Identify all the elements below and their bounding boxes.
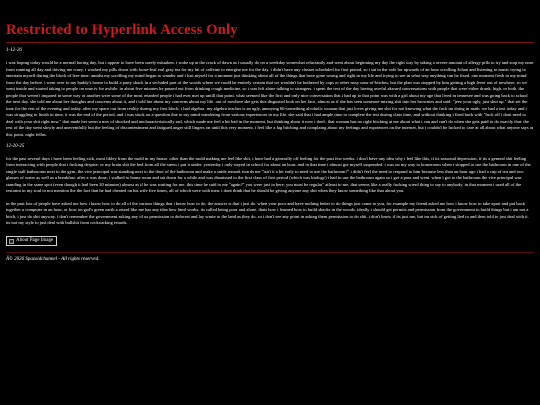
footer-divider xyxy=(6,252,534,253)
title-divider xyxy=(6,42,534,43)
about-page-image-link[interactable] xyxy=(6,236,57,246)
copyright-footer: Â© 2026 Spazoidchannel - All rights reserved. xyxy=(6,256,100,262)
page xyxy=(6,0,534,263)
entry-date: 1-12-26 xyxy=(6,48,22,53)
broken-image-icon xyxy=(9,239,14,244)
page-title: Restricted to Hyperlink Access Only xyxy=(6,22,238,38)
image-alt-text: About Page Image xyxy=(16,238,54,244)
entry-paragraph: for the past several days i have been feeling sick, most likley from the mold in my house. other than the mold making me feel like shit, i have had a generally off feeling for the past few weeks. i don't have any idea why i feel like this, if its seasonal depression, if its a general shit feeling from interacting with people that i fucking despise, or my brain shit the bed from all the stress i put it under. yesterday i only stayed in school for about an hour, and in that time i almost got myself suspended. i was on my way to homeroom when i stopped to use the bathroom in one of the single stall bathrooms next to the gym, the vice principal was standing next to the door of the bathroom and make a snide remark twards me "isn't it a bit early to need to use the bathroom?" i didn't feel the need to respond to him because less than an hour ago i had a cup of tea and two glasses of water as well as a breakfast. after a was done, i walked to home room and sat down for a while and was dismissed to the first class of first period (which was biology) i had to use the bathroom again so i got a pass and went. when i got to the bathroom the vice principal was standing in the same spot (even though it had been 20 minutes) almost as if he was waiting for me. this time he said to me "again?" you were just in here, you must be regular" atleast to me, that seems like a really fucking wierd thing to say to anybody. in that moment i used all of the restraint in my soul to not mention the the fact that he had cheated on his wife five times, all of which were with men. i dont think that he should be giving anyone any shit when they know something like that about you. xyxy=(6,155,531,194)
entry-paragraph: in the past lots of people have asked me how i know how to do all of the various things that i know how to do, the answer is that i just do. when your poor and have nothing better to do things just come to you, for example my friend asked me how i know how to take apart and put back together a computer in an hour, or how on god's green earth a retard like me has any idea how html works. its called being poor and alone. thats how i learned how to build shacks in the woods. ideally i should get permits and permission from the government to build things but i am not a bitch, i just do shit anyway. i don't remember the government asking any of us permission to deforest and lay waste to the land as they do, so i don't see any point in asking them permission to do shit. i don't know if its just me, but im sick of getting lied to and then told to just deal with it. its not my style to just deal with bullshit from cocksucking retards. xyxy=(6,200,529,226)
entry-date: 12-20-25 xyxy=(6,143,25,149)
entry-paragraph: i was hoping today would be a normal boring day, but i appear to have been sorely mistaken. i woke up at the crack of dawn as i usually do on a weekday somewhat reluctantly and went about beginning my day the right way by taking a severe amount of allergy pills to try and stop my nose from running all day and driving me crazy. i washed my pills down with loose-leaf earl gray tea for my hit of caffeine to energise me for the day. i didn't have any classes scheduled for first period, so i sat in the cafe for upwards of an hour scrolling 4chan and listening to music trying to entertain myself during the block of free time. amidst my scrolling my mind began to wander and i lost myself for a moment just thinking about all of the things that have gone wrong and right in my life and trying to see in what way anything can be fixed. one moment fresh in my mind from the day before. i went over to my buddy's house to build a party shack in a secluded part of the woods where we could be entirely certain that we wouldn't be bothered by cops or other nosy sons-of-bitches, but the plan was stopped by him getting a high fever out of nowhere, so we went inside and started taking to people on ome.tv for awhile. in about five minutes he passed out from drinking cough medicine, so i was left alone talking to strangers. i spent the rest of the day having aweful akward conversations with people that were either drunk, high, or both. the people that weren't impared in some way or another were some of the most retarded people i had ever met up untill that point. what seemed like the first and only nice conversation that i had up to that point was with a girl about my age that lived in tennesee and was going back to school the next day. she told me about her thoughts and concerns about it, and i told her about my concerns about my life. out of nowhere she gets this disgusted look on her face, almost as if she has seen someone mixing shit into her brownies and said: "jeez your ugly, just shut up." that set the tone for the rest of the evening and today. after my space out from reality during my first block, i had algebra. my algebra teacher is an ugly, annoying 66-something alcoholic woman that just loves giving me shit for not knowing what the fuck im doing in math. we had a test today and i was struggling to finish in time, it was the end of the period, and i was stuck on a question due to my mind wandering from various experiences in my life. she said that i had ample time to complete the test during class time, and without thinking i fired back with "fuck off i dont need to deal with your shit right now." that made her seem a mix of shocked and uncharacteristically sad, which made me feel a bit bad in the moment, but thinking about it now i don't. that woman has no right bitching at me about what i can and can't do when she gets paid to do exactly that. the rest of the day went slowly and uneventfully but the feeling of discontentment and fatigued anger still lingers on until this very moment. i feel like a fag bitching and complaing about my feelings and expriences on the internet, but i couldn't be fucked to care at all about what anyone says at this point. night fellas. xyxy=(6,60,534,138)
